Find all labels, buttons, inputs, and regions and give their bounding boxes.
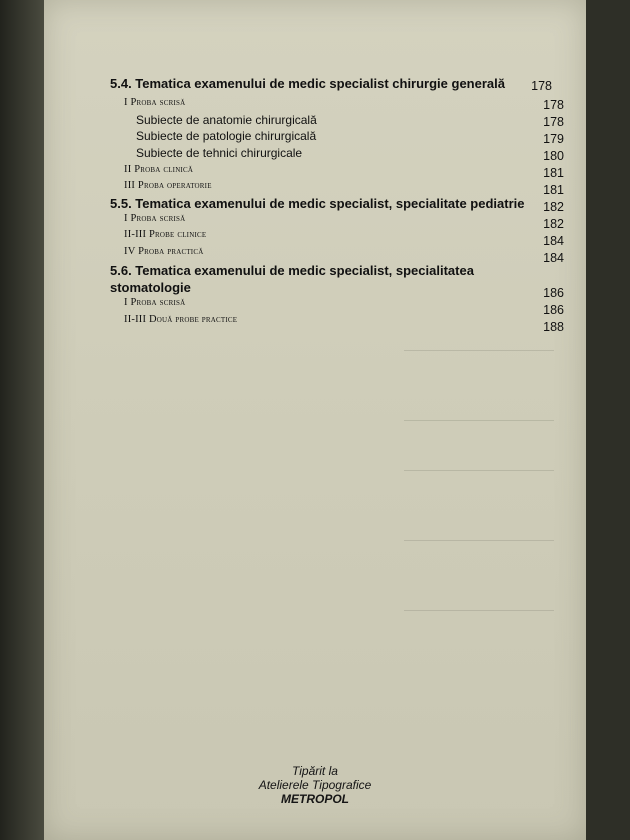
toc-subitem: Subiecte de tehnici chirurgicale bbox=[136, 146, 303, 160]
toc-page-number: 182 bbox=[543, 200, 564, 214]
bleed-through-line bbox=[404, 610, 554, 611]
printer-imprint-line1: Tipărit la bbox=[292, 764, 338, 778]
toc-page-number: 182 bbox=[543, 217, 564, 231]
toc-page-number: 178 bbox=[543, 98, 564, 112]
toc-page-number: 181 bbox=[543, 183, 564, 197]
toc-chapter-5-5: 5.5. Tematica examenului de medic specialist, specialitate pediatrie bbox=[110, 196, 525, 211]
bleed-through-line bbox=[404, 420, 554, 421]
toc-page-number: 188 bbox=[543, 320, 564, 334]
toc-item: II-III Două probe practice bbox=[124, 314, 238, 325]
toc-item: III Proba operatorie bbox=[124, 180, 212, 191]
toc-page-number: 186 bbox=[543, 286, 564, 300]
toc-chapter-5-6: 5.6. Tematica examenului de medic specialist, specialitatea bbox=[110, 263, 474, 278]
toc-item: I Proba scrisă bbox=[124, 213, 186, 224]
bleed-through-line bbox=[404, 540, 554, 541]
bleed-through-line bbox=[404, 350, 554, 351]
toc-chapter-5-6-cont: stomatologie bbox=[110, 280, 191, 295]
toc-item: II Proba clinică bbox=[124, 164, 194, 175]
toc-page-number: 180 bbox=[543, 149, 564, 163]
toc-item: I Proba scrisă bbox=[124, 97, 186, 108]
toc-item: II-III Probe clinice bbox=[124, 229, 207, 240]
toc-page-number: 178 bbox=[531, 79, 552, 93]
toc-item: I Proba scrisă bbox=[124, 297, 186, 308]
toc-page-number: 179 bbox=[543, 132, 564, 146]
bleed-through-line bbox=[404, 470, 554, 471]
printer-imprint-line2: Atelierele Tipografice bbox=[258, 778, 372, 792]
toc-page-number: 184 bbox=[543, 251, 564, 265]
toc-page-number: 186 bbox=[543, 303, 564, 317]
toc-page-number: 184 bbox=[543, 234, 564, 248]
toc-page-number: 181 bbox=[543, 166, 564, 180]
printer-imprint-name: METROPOL bbox=[281, 792, 349, 806]
toc-item: IV Proba practică bbox=[124, 246, 204, 257]
toc-page-number: 178 bbox=[543, 115, 564, 129]
toc-subitem: Subiecte de anatomie chirurgicală bbox=[136, 113, 317, 127]
book-page bbox=[44, 0, 586, 840]
toc-subitem: Subiecte de patologie chirurgicală bbox=[136, 129, 317, 143]
toc-chapter-5-4: 5.4. Tematica examenului de medic specialist chirurgie generală bbox=[110, 76, 505, 91]
page-gutter-shadow bbox=[0, 0, 44, 840]
